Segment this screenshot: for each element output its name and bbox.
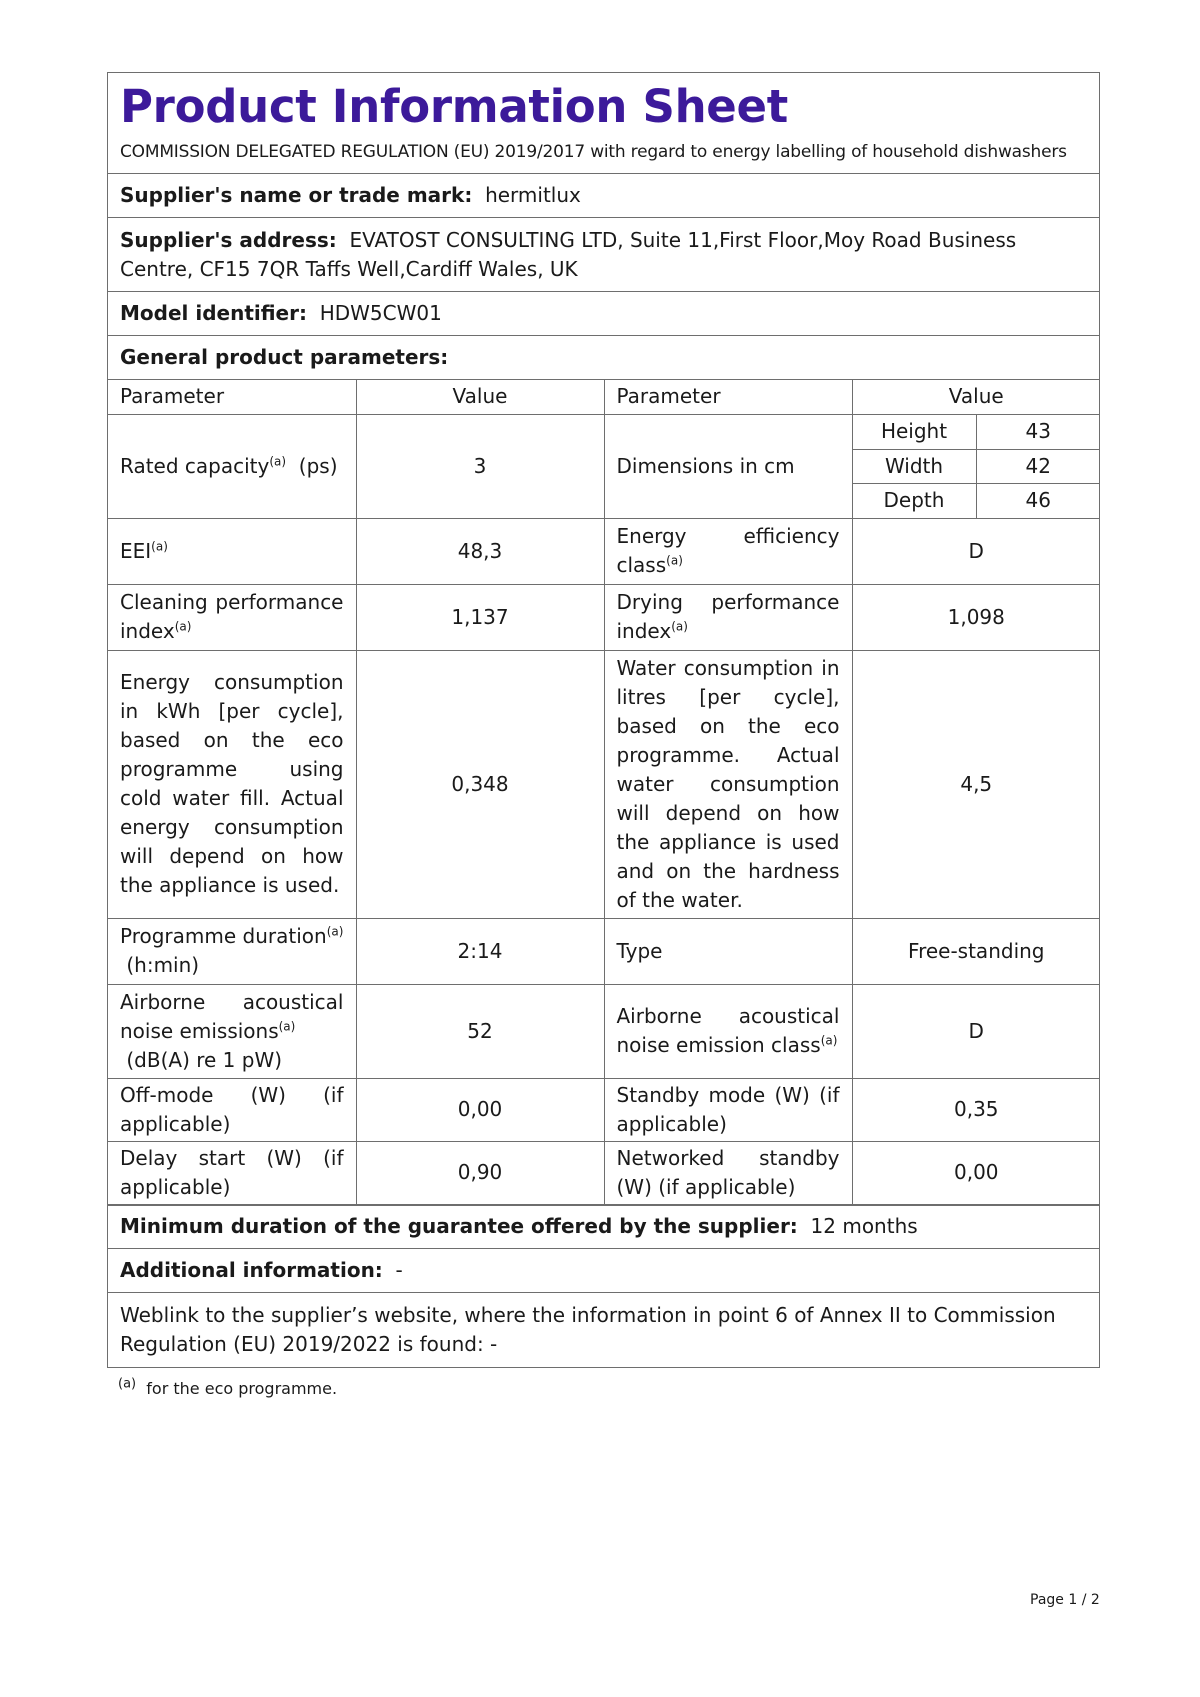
product-information-sheet (107, 72, 1100, 1368)
cleaning-index-value: 1,137 (356, 584, 604, 650)
column-header-parameter: Parameter (604, 380, 852, 414)
model-identifier-value: HDW5CW01 (319, 301, 442, 325)
rated-capacity-value: 3 (356, 414, 604, 518)
weblink-text: Weblink to the supplier’s website, where the information in point 6 of Annex II to Commission Regulation (EU) 2019/2022 is found: - (120, 1302, 1056, 1356)
column-header-value: Value (852, 380, 1100, 414)
eei-value: 48,3 (356, 518, 604, 584)
table-row (108, 1078, 1100, 1141)
supplier-address-label: Supplier's address: (120, 227, 337, 252)
page-title: Product Information Sheet (120, 80, 788, 133)
energy-class-value: D (852, 518, 1100, 584)
height-label: Height (852, 414, 976, 449)
footnote (118, 1378, 337, 1400)
table-row (108, 984, 1100, 1078)
general-parameters-row (108, 336, 1099, 380)
drying-index-label: Drying performance index$^{(a)}$ (604, 584, 852, 650)
depth-value: 46 (976, 483, 1100, 518)
type-label: Type (604, 918, 852, 984)
height-value: 43 (976, 414, 1100, 449)
standby-label: Standby mode (W) (if applicable) (604, 1078, 852, 1141)
noise-class-label: Airborne acoustical noise emission class$^{(a)}$ (604, 984, 852, 1078)
width-label: Width (852, 449, 976, 483)
delay-start-value: 0,90 (356, 1141, 604, 1204)
additional-info-value: - (395, 1257, 403, 1282)
regulation-text: COMMISSION DELEGATED REGULATION (EU) 2019/2017 with regard to energy labelling of household dishwashers (120, 142, 1067, 162)
guarantee-value: 12 months (810, 1214, 918, 1238)
supplier-address-value: EVATOST CONSULTING LTD, Suite 11,First Floor,Moy Road Business Centre, CF15 7QR Taffs Well,Cardiff Wales, UK (120, 227, 1017, 281)
rated-capacity-label: Rated capacity$^{(a)}$ (ps) (108, 414, 356, 518)
weblink-row (108, 1293, 1099, 1367)
noise-emissions-label: Airborne acoustical noise emissions$^{(a)}$ (dB(A) re 1 pW) (108, 984, 356, 1078)
additional-info-row (108, 1249, 1099, 1293)
type-value: Free-standing (852, 918, 1100, 984)
programme-duration-label: Programme duration$^{(a)}$ (h:min) (108, 918, 356, 984)
table-row (108, 650, 1100, 918)
table-row (108, 414, 1100, 449)
supplier-name-label: Supplier's name or trade mark: (120, 183, 473, 207)
energy-class-label: Energy efficiency class$^{(a)}$ (604, 518, 852, 584)
off-mode-label: Off-mode (W) (if applicable) (108, 1078, 356, 1141)
drying-index-value: 1,098 (852, 584, 1100, 650)
column-header-value: Value (356, 380, 604, 414)
noise-emissions-value: 52 (356, 984, 604, 1078)
footnote-text: for the eco programme. (146, 1379, 338, 1398)
table-row (108, 1141, 1100, 1204)
supplier-name-value: hermitlux (485, 183, 581, 207)
additional-info-label: Additional information: (120, 1257, 383, 1282)
guarantee-row (108, 1205, 1099, 1249)
depth-label: Depth (852, 483, 976, 518)
column-header-parameter: Parameter (108, 380, 356, 414)
networked-standby-value: 0,00 (852, 1141, 1100, 1204)
general-parameters-heading: General product parameters: (120, 345, 449, 369)
eei-label: EEI$^{(a)}$ (108, 518, 356, 584)
cleaning-index-label: Cleaning performance index$^{(a)}$ (108, 584, 356, 650)
model-identifier-row (108, 292, 1099, 336)
parameters-table (108, 380, 1100, 1205)
table-header-row (108, 380, 1100, 414)
table-row (108, 518, 1100, 584)
model-identifier-label: Model identifier: (120, 301, 307, 325)
width-value: 42 (976, 449, 1100, 483)
page-number: Page 1 / 2 (1030, 1592, 1100, 1608)
supplier-name-row (108, 174, 1099, 218)
guarantee-label: Minimum duration of the guarantee offered by the supplier: (120, 1214, 798, 1238)
footnote-marker: (a) (118, 1376, 137, 1392)
sheet-header (108, 73, 1099, 174)
water-consumption-value: 4,5 (852, 650, 1100, 918)
noise-class-value: D (852, 984, 1100, 1078)
dimensions-label: Dimensions in cm (604, 414, 852, 518)
standby-value: 0,35 (852, 1078, 1100, 1141)
table-row (108, 584, 1100, 650)
networked-standby-label: Networked standby (W) (if applicable) (604, 1141, 852, 1204)
energy-consumption-label: Energy consumption in kWh [per cycle], based on the eco programme using cold water fill. Actual energy consumption will depend on how the appliance is used. (108, 650, 356, 918)
delay-start-label: Delay start (W) (if applicable) (108, 1141, 356, 1204)
programme-duration-value: 2:14 (356, 918, 604, 984)
supplier-address-row (108, 218, 1099, 292)
off-mode-value: 0,00 (356, 1078, 604, 1141)
water-consumption-label: Water consumption in litres [per cycle], based on the eco programme. Actual water consumption will depend on how the appliance is used and on the hardness of the water. (604, 650, 852, 918)
energy-consumption-value: 0,348 (356, 650, 604, 918)
table-row (108, 918, 1100, 984)
